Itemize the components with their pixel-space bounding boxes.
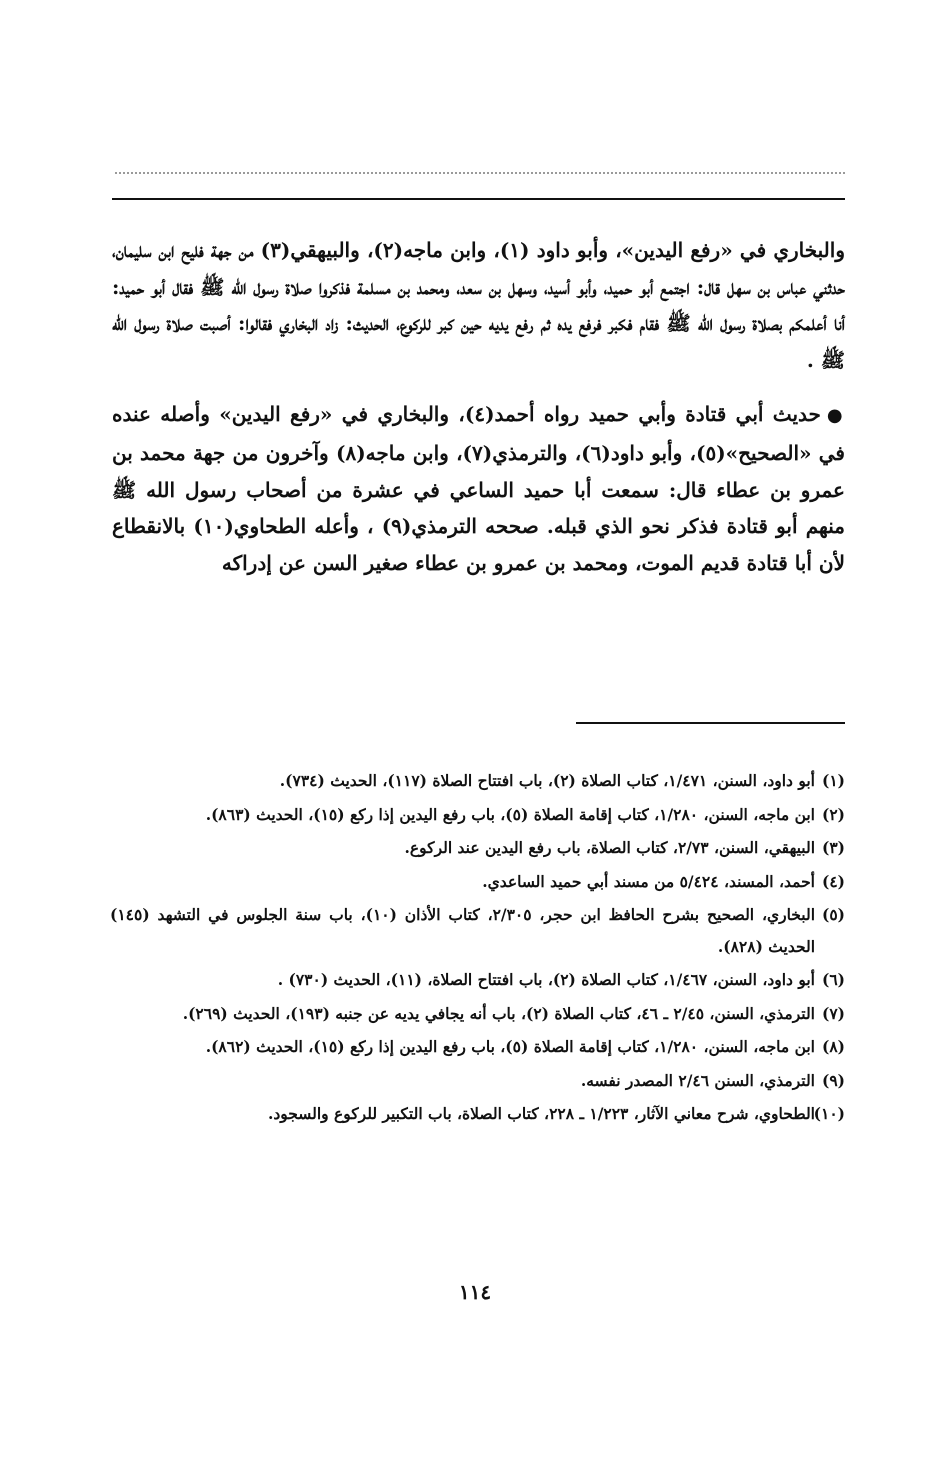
footnote-number: (٣): [821, 838, 845, 857]
footnote-4: [110, 866, 845, 898]
footnote-10: [110, 1098, 845, 1130]
footnote-2: [110, 799, 845, 831]
footnote-number: (٦): [821, 970, 845, 989]
footnote-number: (١٠): [813, 1104, 845, 1123]
footnote-6: [110, 964, 845, 996]
footnote-number: (٥): [822, 905, 846, 924]
dotted-header-line: [115, 172, 845, 174]
footnote-text: البيهقي، السنن، ٢/٧٣، كتاب الصلاة، باب رفع اليدين عند الركوع.: [404, 838, 815, 857]
footnote-text: أبو داود، السنن، ١/٤٦٧، كتاب الصلاة (٢)، باب افتتاح الصلاة، (١١)، الحديث (٧٣٠) .: [277, 970, 815, 989]
main-text: [112, 232, 845, 581]
header-rule: [112, 198, 845, 200]
footnote-text: الطحاوي، شرح معاني الآثار، ١/٢٢٣ ـ ٢٢٨، كتاب الصلاة، باب التكبير للركوع والسجود.: [267, 1104, 815, 1123]
footnote-text: ابن ماجه، السنن، ١/٢٨٠، كتاب إقامة الصلاة (٥)، باب رفع اليدين إذا ركع (١٥)، الحديث (٨٦٢).: [205, 1037, 815, 1056]
footnote-5: [110, 899, 845, 962]
footnote-8: [110, 1031, 845, 1063]
footnote-number: (٤): [821, 871, 845, 891]
page-number: ١١٤: [458, 1280, 492, 1304]
footnote-3: [110, 832, 845, 864]
footnote-separator: [576, 722, 845, 724]
paragraph-2: [112, 396, 845, 581]
footnote-number: (٢): [821, 804, 845, 824]
footnote-number: (٩): [821, 1070, 845, 1090]
footnote-number: (١): [821, 771, 845, 790]
footnote-text: الترمذي، السنن، ٢/٤٥ ـ ٤٦، كتاب الصلاة (٢)، باب أنه يجافي يديه عن جنبه (١٩٣)، الحديث (٢٦٩).: [182, 1003, 815, 1023]
footnote-text: الترمذي، السنن ٢/٤٦ المصدر نفسه.: [580, 1070, 815, 1090]
footnote-9: [110, 1065, 845, 1097]
footnotes: [110, 765, 845, 1132]
bullet-icon: ●: [826, 405, 845, 427]
paragraph-1: والبخاري في «رفع اليدين»، وأبو داود (١)، وابن ماجه(٢)، والبيهقي(٣) من جهة فليح ابن سليمان، حدثني عباس بن سهل قال: اجتمع أبو حميد، وأبو أسيد، وسهل بن سعد، ومحمد بن مسلمة فذكروا صلاة رسول الله ﷺ فقال أبو حميد: أنا أعلمكم بصلاة رسول الله ﷺ فقام فكبر فرفع يده ثم رفع يديه حين كبر للركوع، الحديث: زاد البخاري فقالوا: أصبت صلاة رسول الله ﷺ .: [112, 238, 845, 372]
footnote-text: ابن ماجه، السنن، ١/٢٨٠، كتاب إقامة الصلاة (٥)، باب رفع اليدين إذا ركع (١٥)، الحديث (٨٦٣).: [205, 804, 815, 824]
paragraph-2-text: حديث أبي قتادة وأبي حميد رواه أحمد(٤)، والبخاري في «رفع اليدين» وأصله عنده في «الصحيح»(٥)، وأبو داود(٦)، والترمذي(٧)، وابن ماجه(٨) وآخرون من جهة محمد بن عمرو بن عطاء قال: سمعت أبا حميد الساعي في عشرة من أصحاب رسول الله ﷺ منهم أبو قتادة فذكر نحو الذي قبله. صححه الترمذي(٩) ، وأعله الطحاوي(١٠) بالانقطاع لأن أبا قتادة قديم الموت، ومحمد بن عمرو بن عطاء صغير السن عن إدراكه: [112, 402, 845, 575]
footnote-text: البخاري، الصحيح بشرح الحافظ ابن حجر، ٢/٣٠٥، كتاب الأذان (١٠)، باب سنة الجلوس في التشهد (١٤٥) الحديث (٨٢٨).: [110, 905, 816, 956]
footnote-7: [110, 998, 845, 1030]
footnote-text: أحمد، المسند، ٥/٤٢٤ من مسند أبي حميد الساعدي.: [482, 871, 815, 891]
footnote-number: (٧): [821, 1003, 845, 1023]
footnote-1: [110, 765, 845, 797]
footnote-number: (٨): [821, 1037, 845, 1056]
footnote-text: أبو داود، السنن، ١/٤٧١، كتاب الصلاة (٢)، باب افتتاح الصلاة (١١٧)، الحديث (٧٣٤).: [279, 771, 815, 790]
